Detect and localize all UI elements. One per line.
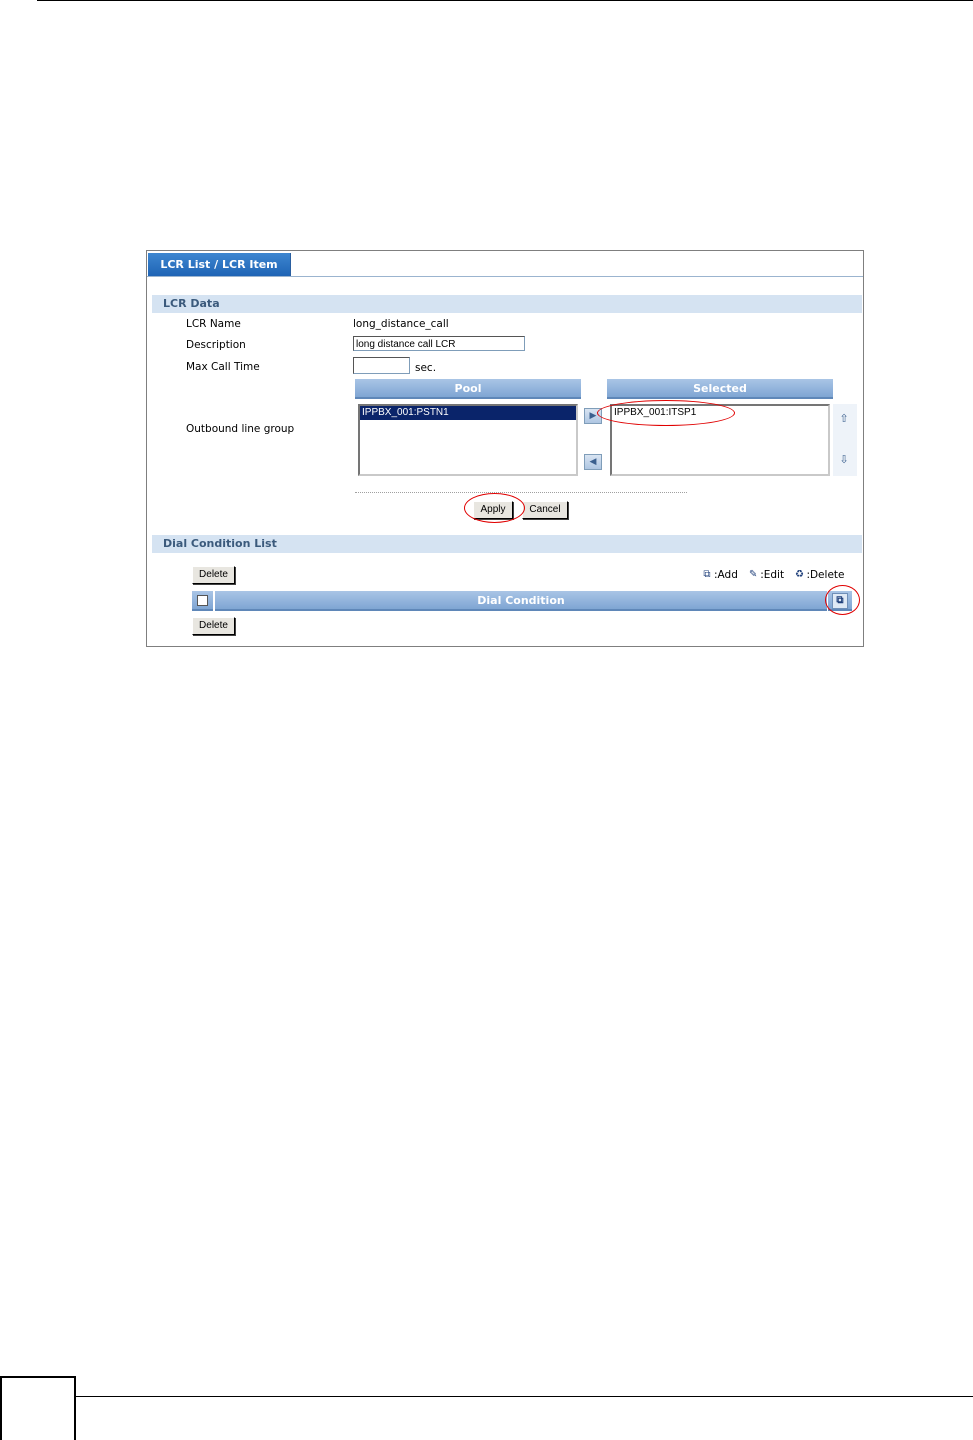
- delete-button-bottom[interactable]: Delete: [192, 617, 235, 635]
- add-icon: ⧉: [703, 569, 711, 580]
- tab-lcr-item[interactable]: LCR List / LCR Item: [148, 253, 291, 276]
- description-input[interactable]: long distance call LCR: [353, 336, 525, 351]
- pool-header: Pool: [355, 379, 581, 399]
- action-legend: [701, 568, 844, 582]
- select-all-cell: [192, 591, 213, 611]
- lcr-name-label: LCR Name: [186, 318, 241, 330]
- arrow-left-icon[interactable]: ◀: [584, 454, 602, 470]
- section-dial-condition-list: Dial Condition List: [152, 535, 862, 553]
- outbound-line-group-label: Outbound line group: [186, 423, 295, 435]
- page-number-box: [0, 1376, 76, 1440]
- legend-add-label: :Add: [714, 569, 738, 581]
- dotted-divider: [355, 492, 687, 493]
- legend-edit-label: :Edit: [760, 569, 785, 581]
- apply-button[interactable]: Apply: [473, 501, 513, 519]
- edit-icon: ✎: [749, 569, 758, 580]
- trash-icon: ♻: [794, 569, 804, 580]
- select-all-checkbox[interactable]: [197, 595, 208, 606]
- highlight-add-icon: [825, 585, 860, 615]
- selected-header: Selected: [607, 379, 833, 399]
- arrow-up-icon[interactable]: ⇧: [839, 412, 849, 425]
- description-label: Description: [186, 339, 246, 351]
- arrow-right-icon[interactable]: ▶: [584, 408, 602, 424]
- arrow-down-icon[interactable]: ⇩: [839, 453, 849, 466]
- lcr-name-value: long_distance_call: [353, 318, 449, 330]
- dial-condition-column-header: Dial Condition: [215, 591, 827, 611]
- bottom-rule: [74, 1396, 973, 1397]
- reorder-column: [833, 404, 857, 476]
- max-call-time-input[interactable]: [353, 357, 410, 374]
- max-call-time-unit: sec.: [415, 362, 437, 374]
- cancel-button[interactable]: Cancel: [522, 501, 568, 519]
- highlight-selected-item: [597, 400, 735, 426]
- top-rule: [37, 0, 973, 1]
- section-lcr-data: LCR Data: [152, 295, 862, 313]
- highlight-apply-button: [464, 493, 525, 523]
- delete-button-top[interactable]: Delete: [192, 566, 235, 584]
- tab-bar: [147, 251, 863, 277]
- add-icon[interactable]: ⧉: [832, 593, 848, 609]
- pool-listbox[interactable]: [358, 404, 578, 476]
- selected-option[interactable]: IPPBX_001:ITSP1: [614, 407, 697, 418]
- max-call-time-label: Max Call Time: [186, 361, 260, 373]
- lcr-item-panel: [146, 250, 864, 647]
- legend-delete-label: :Delete: [806, 569, 845, 581]
- pool-option[interactable]: IPPBX_001:PSTN1: [360, 406, 576, 420]
